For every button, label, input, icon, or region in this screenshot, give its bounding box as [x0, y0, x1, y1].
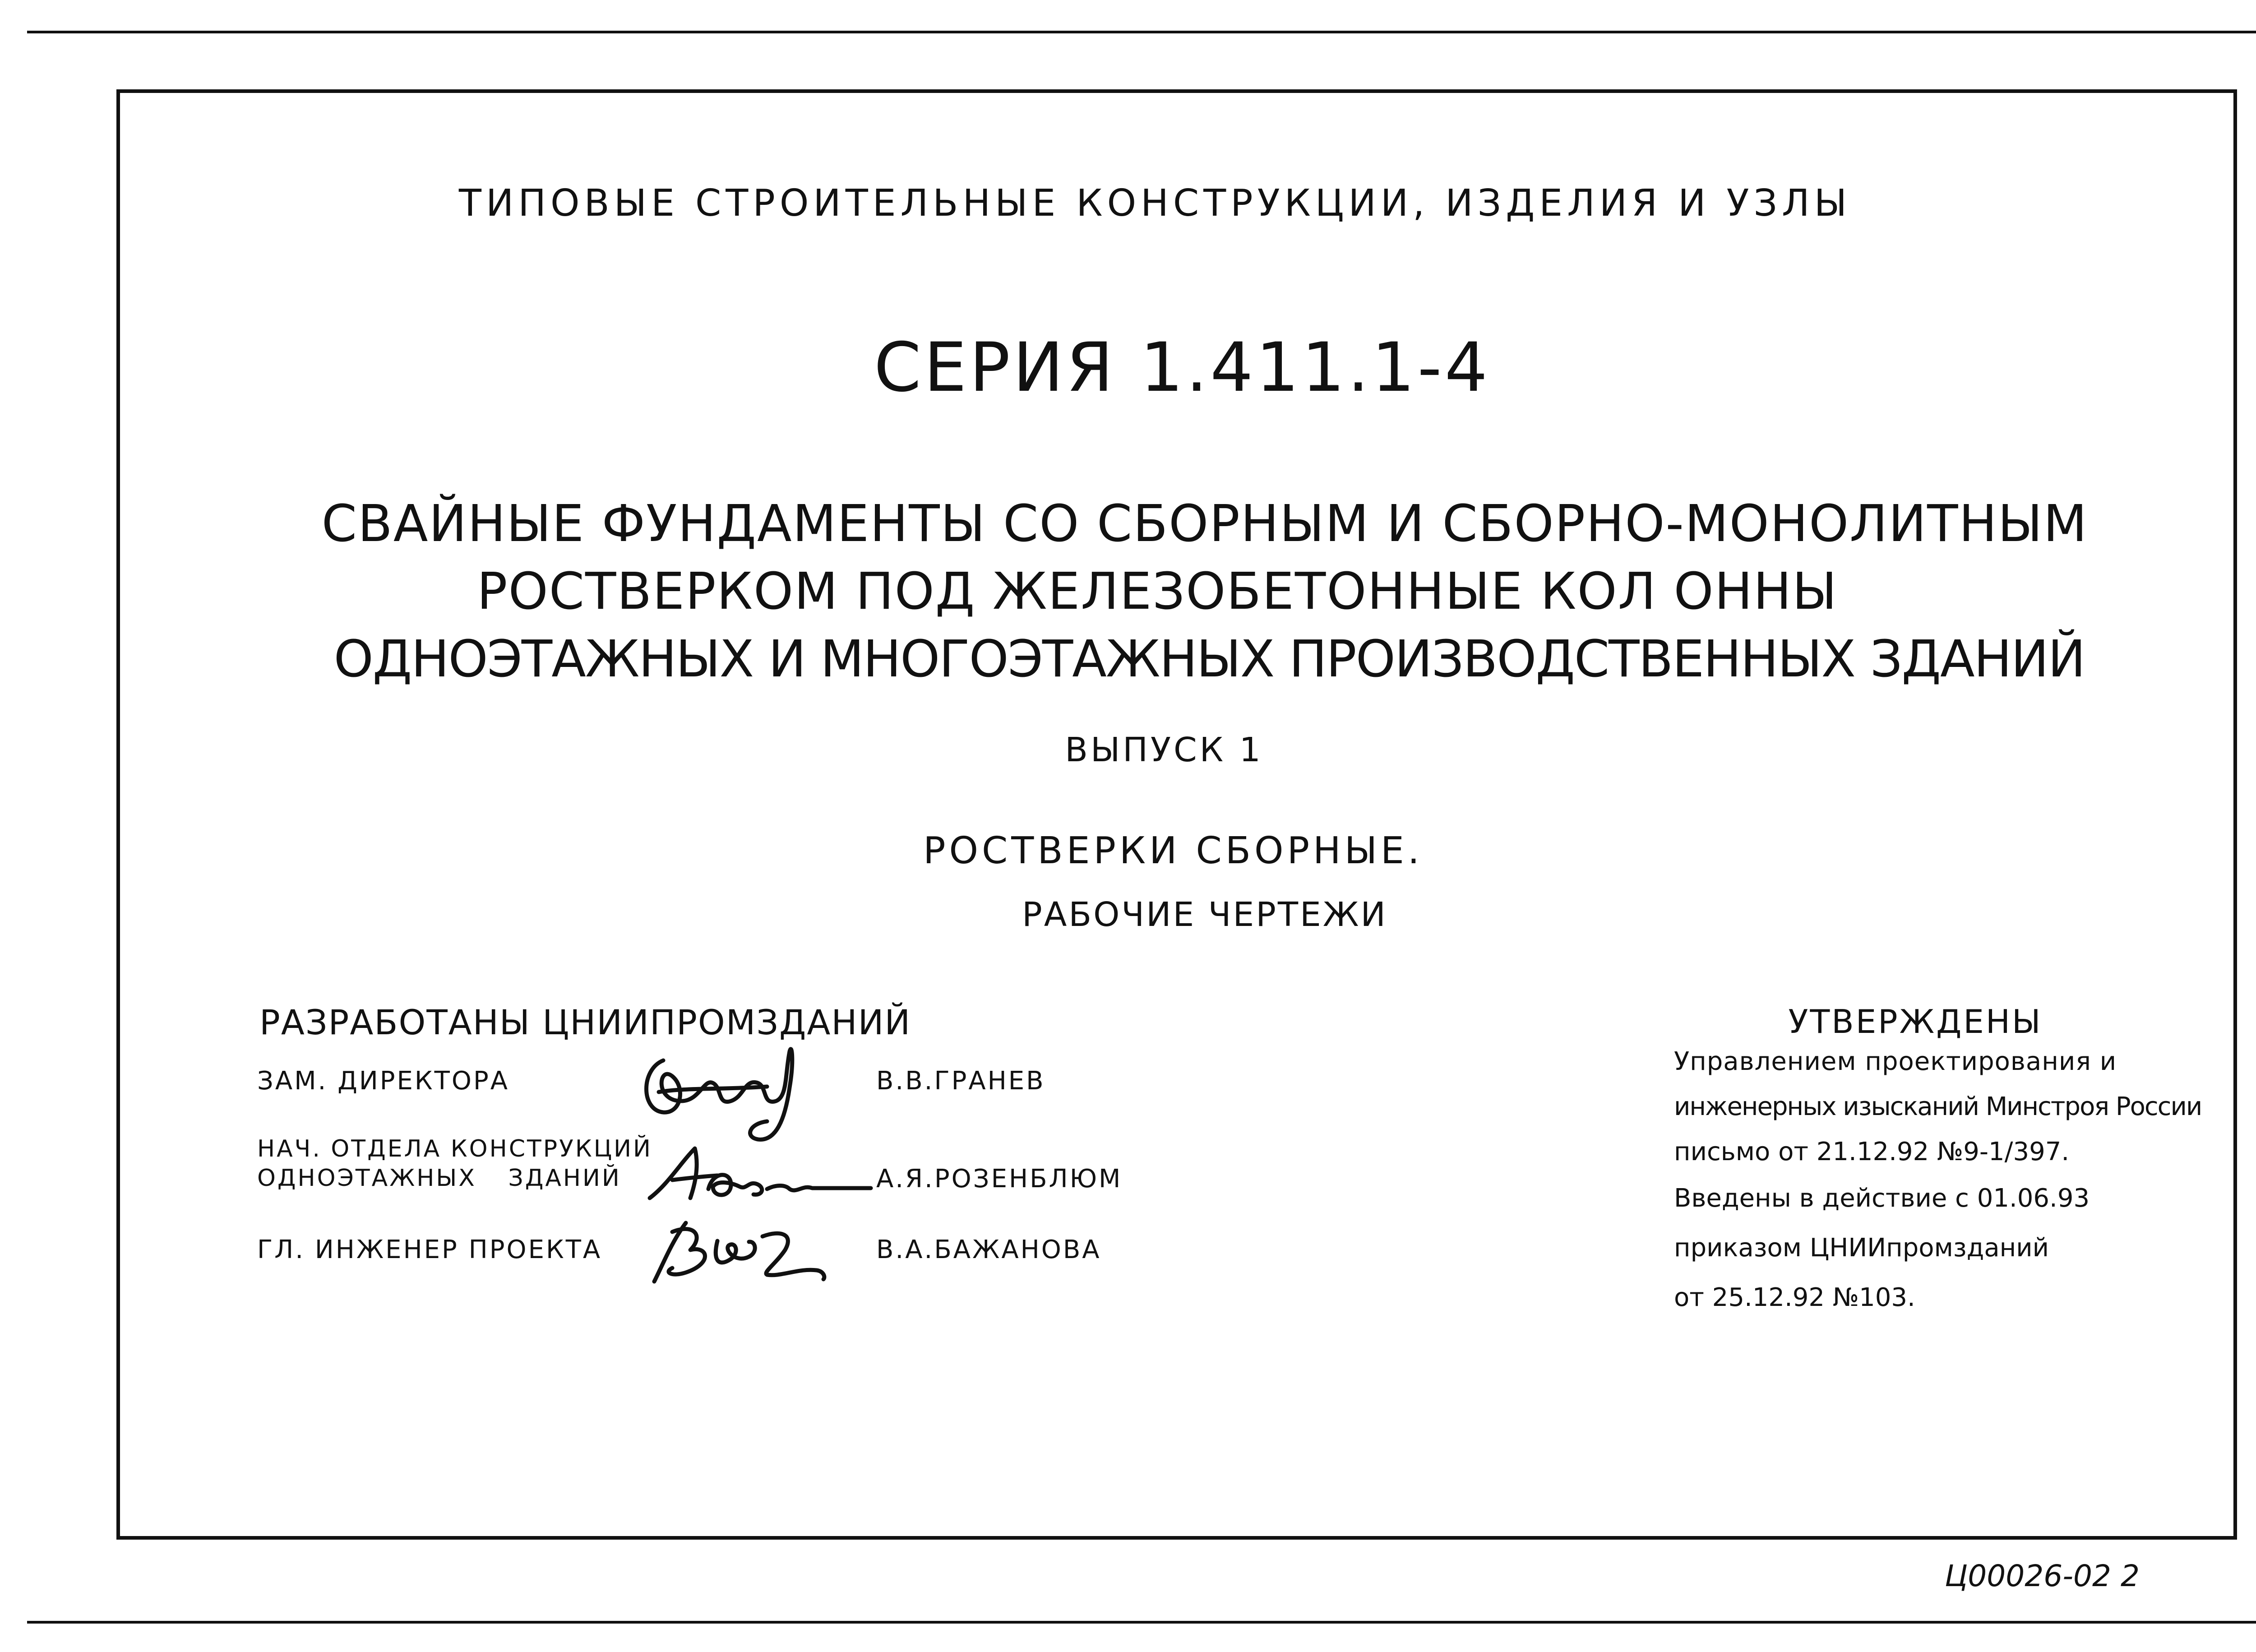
approved-heading: УТВЕРЖДЕНЫ	[1788, 1003, 2043, 1041]
subtitle-line-2: РАБОЧИЕ ЧЕРТЕЖИ	[1022, 895, 1387, 934]
issue-label: ВЫПУСК 1	[1065, 731, 1263, 769]
top-rule	[27, 31, 2256, 33]
title-line-2: РОСТВЕРКОМ ПОД ЖЕЛЕЗОБЕТОННЫЕ КОЛ ОННЫ	[477, 562, 1838, 621]
name-bazhanova: В.А.БАЖАНОВА	[876, 1235, 1101, 1264]
bottom-rule	[27, 1621, 2256, 1624]
position-department-head-line2: ОДНОЭТАЖНЫХ ЗДАНИЙ	[257, 1165, 621, 1192]
drawing-frame	[116, 89, 2237, 1540]
subtitle-line-1: РОСТВЕРКИ СБОРНЫЕ.	[923, 829, 1423, 872]
title-line-1: СВАЙНЫЕ ФУНДАМЕНТЫ СО СБОРНЫМ И СБОРНО-МОНОЛИТНЫМ	[321, 495, 2088, 553]
signature-rozenblyum	[641, 1139, 875, 1212]
title-line-3: ОДНОЭТАЖНЫХ И МНОГОЭТАЖНЫХ ПРОИЗВОДСТВЕННЫХ ЗДАНИЙ	[333, 630, 2085, 689]
approved-line-2: инженерных изысканий Минстроя России	[1674, 1092, 2202, 1121]
approved-line-5: приказом ЦНИИпромзданий	[1674, 1233, 2049, 1263]
approved-line-1: Управлением проектирования и	[1674, 1047, 2117, 1076]
signature-granev	[632, 1033, 821, 1151]
approved-line-3: письмо от 21.12.92 №9-1/397.	[1674, 1137, 2070, 1166]
developed-heading: РАЗРАБОТАНЫ ЦНИИПРОМЗДАНИЙ	[259, 1002, 911, 1042]
position-chief-engineer: ГЛ. ИНЖЕНЕР ПРОЕКТА	[257, 1235, 602, 1264]
name-rozenblyum: А.Я.РОЗЕНБЛЮМ	[876, 1164, 1123, 1194]
signature-bazhanova	[645, 1214, 835, 1291]
collection-heading: ТИПОВЫЕ СТРОИТЕЛЬНЫЕ КОНСТРУКЦИИ, ИЗДЕЛИЯ И УЗЛЫ	[458, 182, 1852, 225]
approved-line-4: Введены в действие с 01.06.93	[1674, 1184, 2090, 1213]
position-deputy-director: ЗАМ. ДИРЕКТОРА	[257, 1066, 510, 1096]
series-number: СЕРИЯ 1.411.1-4	[874, 329, 1491, 407]
page-number: 2	[2121, 1559, 2140, 1593]
name-granev: В.В.ГРАНЕВ	[876, 1066, 1045, 1096]
document-code: Ц00026-02	[1945, 1559, 2111, 1593]
approved-line-6: от 25.12.92 №103.	[1674, 1283, 1915, 1312]
position-department-head-line1: НАЧ. ОТДЕЛА КОНСТРУКЦИЙ	[257, 1135, 652, 1162]
